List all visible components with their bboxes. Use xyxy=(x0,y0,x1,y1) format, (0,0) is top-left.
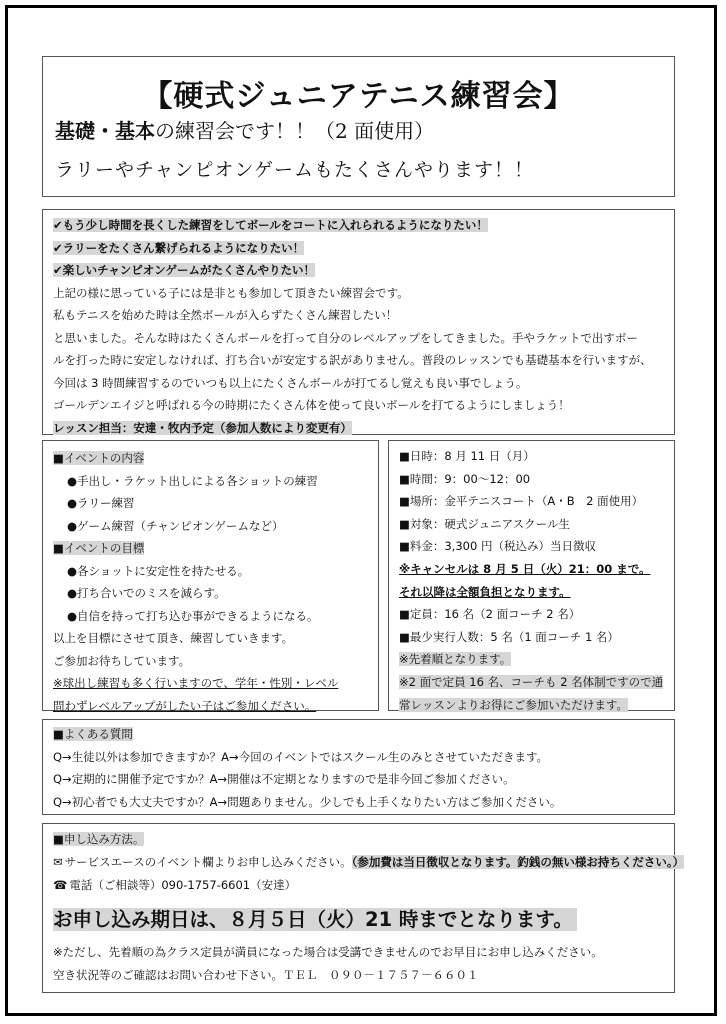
intro-paragraph-line: と思いました。そんな時はたくさんボールを打って自分のレベルアップをしてきました。手やラケットで出すボー xyxy=(53,330,638,345)
title-section xyxy=(42,56,675,197)
subtitle-basics xyxy=(55,115,434,144)
intro-paragraph-line: 私もテニスを始めた時は全然ボールが入らずたくさん練習したい！ xyxy=(53,308,398,322)
intro-section xyxy=(42,209,675,435)
apply-fee-note: （参加費は当日徴収となります。釣銭の無い様お持ちください。） xyxy=(351,855,685,869)
apply-header: ■申し込み方法。 xyxy=(53,832,145,846)
event-goal-header: ■イベントの目標 xyxy=(53,541,145,555)
subtitle-basics-rest: の練習会です！！（2 面使用） xyxy=(155,119,435,143)
apply-note: ※ただし、先着順の為クラス定員が満員になった場合は受講できませんのでお早目にお申し込みください。 xyxy=(53,945,603,959)
event-note-line: ※球出し練習も多く行いますので、学年・性別・レベル xyxy=(53,676,339,690)
apply-phone-line xyxy=(53,874,684,897)
info-section xyxy=(388,440,675,711)
event-goal-item: ●自信を持って打ち込む事ができるようになる。 xyxy=(67,608,319,623)
faq-item: Q→生徒以外は参加できますか？A→今回のイベントではスクール生のみとさせていただきます。 xyxy=(53,749,549,764)
info-cancel-policy: ※キャンセルは 8 月 5 日（火）21：00 まで。 xyxy=(399,561,651,576)
faq-header: ■よくある質問 xyxy=(53,727,133,741)
intro-paragraph-line: 上記の様に思っている子には是非とも参加して頂きたい練習会です。 xyxy=(53,285,409,300)
event-content-item: ●ゲーム練習（チャンピオンゲームなど） xyxy=(67,518,284,533)
page-title: 【硬式ジュニアテニス練習会】 xyxy=(142,79,575,114)
info-fee: ■料金：3,300 円（税込み）当日徴収 xyxy=(399,539,596,554)
info-note: 常レッスンよりお得にご参加いただけます。 xyxy=(399,697,628,712)
faq-item: Q→初心者でも大丈夫ですか？A→問題ありません。少しでも上手くなりたい方はご参加ください。 xyxy=(53,794,562,809)
apply-deadline: お申し込み期日は、８月５日（火）21 時までとなります。 xyxy=(53,901,684,939)
info-place: ■場所：金平テニスコート（A・B 2 面使用） xyxy=(399,494,644,509)
faq-item: Q→定期的に開催予定ですか？A→開催は不定期となりますので是非今回ご参加ください。 xyxy=(53,772,515,786)
event-content-item: ●ラリー練習 xyxy=(67,496,135,510)
wish-item: ✔ラリーをたくさん繋げられるようになりたい！ xyxy=(53,240,305,255)
subtitle-basics-bold: 基礎・基本 xyxy=(55,119,155,143)
coach-line: レッスン担当：安達・牧内予定（参加人数により変更有） xyxy=(53,420,352,435)
info-minimum: ■最少実行人数：5 名（1 面コーチ 1 名） xyxy=(399,629,619,644)
info-capacity: ■定員：16 名（2 面コーチ 2 名） xyxy=(399,607,581,622)
intro-paragraph-line: ゴールデンエイジと呼ばれる今の時期にたくさん体を使って良いボールを打てるようにしましょう！ xyxy=(53,398,570,412)
faq-section xyxy=(42,719,675,815)
apply-section xyxy=(42,823,685,993)
intro-paragraph-line: ルを打った時に安定しなければ、打ち合いが安定する訳がありません。普段のレッスンでも基礎基本を行いますが、 xyxy=(53,353,652,367)
event-goal-item: ●打ち合いでのミスを減らす。 xyxy=(67,586,226,600)
info-first-come: ※先着順となります。 xyxy=(399,652,512,667)
event-section xyxy=(42,440,379,711)
info-cancel-policy: それ以降は全額負担となります。 xyxy=(399,584,571,599)
event-content-item: ●手出し・ラケット出しによる各ショットの練習 xyxy=(67,473,318,488)
apply-web-text: サービスエースのイベント欄よりお申し込みください。 xyxy=(64,855,352,869)
phone-icon: ☎ xyxy=(53,878,68,892)
event-closing-line: 以上を目標にさせて頂き、練習していきます。 xyxy=(53,631,294,645)
info-date: ■日時：8 月 11 日（月） xyxy=(399,449,535,463)
mail-icon: ✉ xyxy=(53,855,63,869)
apply-phone-text: 電話（ご相談等）090-1757-6601（安達） xyxy=(69,878,297,892)
info-target: ■対象：硬式ジュニアスクール生 xyxy=(399,516,570,531)
apply-contact: 空き状況等のご確認はお問い合わせ下さい。ＴＥＬ ０９０－１７５７－６６０１ xyxy=(53,968,479,982)
subtitle-rally: ラリーやチャンピオンゲームもたくさんやります！！ xyxy=(55,159,535,181)
wish-item: ✔楽しいチャンピオンゲームがたくさんやりたい！ xyxy=(53,263,316,277)
wish-item: ✔もう少し時間を長くした練習をしてボールをコートに入れられるようになりたい！ xyxy=(53,218,488,232)
info-time: ■時間：9：00〜12：00 xyxy=(399,471,531,486)
info-note: ※2 面で定員 16 名、コーチも 2 名体制ですので通 xyxy=(399,674,664,689)
intro-paragraph-line: 今回は 3 時間練習するのでいつも以上にたくさんボールが打てるし覚えも良い事でしょう。 xyxy=(53,375,528,390)
apply-web-line xyxy=(53,851,684,874)
event-note-line: 問わずレベルアップがしたい子はご参加ください。 xyxy=(53,698,317,713)
event-content-header: ■イベントの内容 xyxy=(53,451,145,465)
event-goal-item: ●各ショットに安定性を持たせる。 xyxy=(67,563,250,578)
event-closing-line: ご参加お待ちしています。 xyxy=(53,653,191,668)
